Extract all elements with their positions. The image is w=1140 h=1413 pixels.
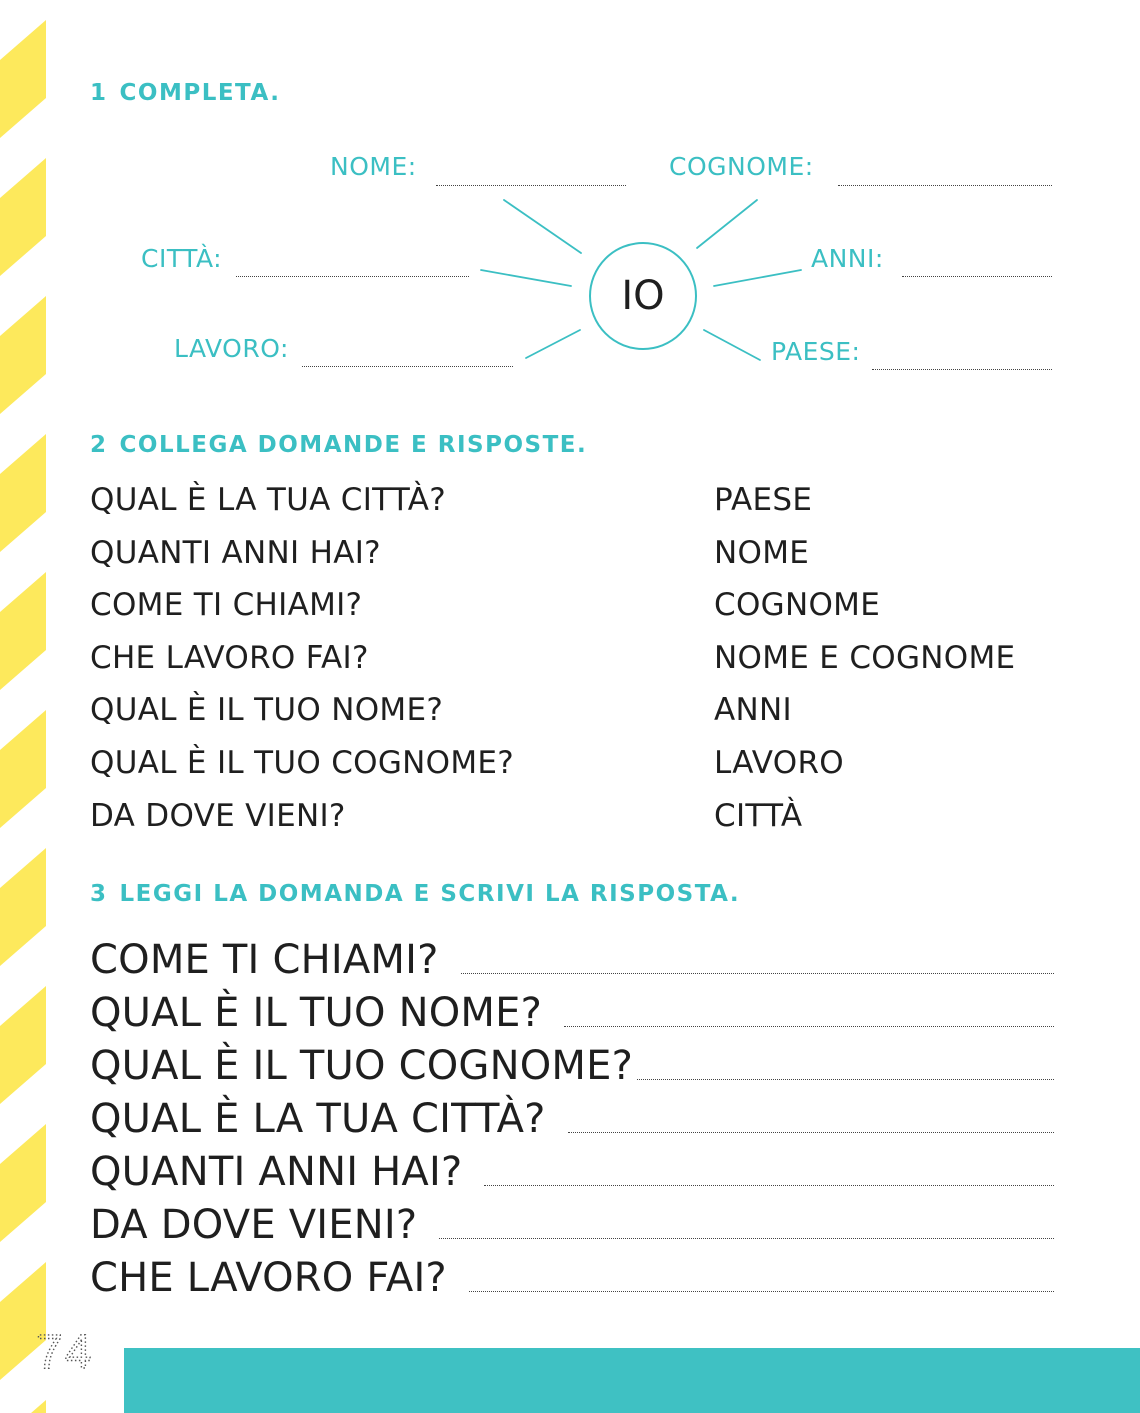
field-cognome[interactable] — [838, 185, 1052, 186]
question-item[interactable]: CHE LAVORO FAI? — [90, 639, 369, 676]
question-item[interactable]: QUAL È LA TUA CITTÀ? — [90, 482, 446, 518]
field-lavoro[interactable] — [302, 366, 513, 367]
ray-nome — [504, 200, 581, 253]
qa-row — [90, 929, 1054, 982]
question-item[interactable]: QUANTI ANNI HAI? — [90, 534, 381, 571]
qa-question: QUAL È IL TUO COGNOME? — [90, 1043, 634, 1089]
ray-citta — [481, 270, 571, 286]
label-anni: ANNI: — [811, 244, 884, 273]
answer-line[interactable] — [568, 1132, 1054, 1133]
field-anni[interactable] — [902, 276, 1052, 277]
ray-anni — [714, 270, 801, 286]
center-circle-io: IO — [589, 242, 697, 350]
answer-item[interactable]: NOME E COGNOME — [714, 639, 1016, 676]
answer-line[interactable] — [484, 1185, 1054, 1186]
label-cognome: COGNOME: — [669, 152, 814, 181]
qa-question: COME TI CHIAMI? — [90, 937, 439, 983]
question-item[interactable]: QUAL È IL TUO NOME? — [90, 692, 444, 729]
field-citta[interactable] — [236, 276, 469, 277]
field-paese[interactable] — [872, 369, 1052, 370]
answer-line[interactable] — [469, 1291, 1054, 1292]
answer-item[interactable]: COGNOME — [714, 587, 881, 624]
answer-item[interactable]: CITTÀ — [714, 797, 803, 834]
exercise-1-title: COMPLETA. — [119, 80, 281, 106]
question-item[interactable]: DA DOVE VIENI? — [90, 797, 346, 834]
qa-row — [90, 1035, 1054, 1088]
answer-item[interactable]: NOME — [714, 534, 810, 571]
qa-row — [90, 1247, 1054, 1300]
page-number — [36, 1328, 96, 1374]
answer-line[interactable] — [439, 1238, 1054, 1239]
label-paese: PAESE: — [771, 337, 861, 366]
exercise-2-heading — [90, 432, 587, 458]
question-item[interactable]: QUAL È IL TUO COGNOME? — [90, 744, 515, 781]
exercise-3-number: 3 — [90, 881, 108, 907]
page-number-text: 74 — [36, 1328, 94, 1374]
exercise-3-title: LEGGI LA DOMANDA E SCRIVI LA RISPOSTA. — [119, 881, 741, 907]
qa-row — [90, 982, 1054, 1035]
label-citta: CITTÀ: — [141, 244, 223, 273]
exercise-3-heading — [90, 881, 740, 907]
answer-line[interactable] — [637, 1079, 1054, 1080]
qa-question: CHE LAVORO FAI? — [90, 1255, 447, 1301]
answer-item[interactable]: PAESE — [714, 482, 813, 518]
answer-line[interactable] — [461, 973, 1054, 974]
mind-map-rays — [0, 0, 1140, 420]
qa-question: QUANTI ANNI HAI? — [90, 1149, 463, 1195]
qa-question: DA DOVE VIENI? — [90, 1202, 418, 1248]
label-nome: NOME: — [330, 152, 417, 181]
answer-item[interactable]: LAVORO — [714, 744, 845, 781]
label-lavoro: LAVORO: — [174, 334, 289, 363]
ray-cognome — [697, 200, 757, 248]
question-list — [90, 482, 514, 850]
field-nome[interactable] — [436, 185, 626, 186]
ray-paese — [704, 330, 760, 360]
answer-line[interactable] — [564, 1026, 1054, 1027]
answer-item[interactable]: ANNI — [714, 692, 792, 729]
ray-lavoro — [526, 330, 580, 358]
qa-row — [90, 1141, 1054, 1194]
answer-list — [714, 482, 1015, 850]
qa-question: QUAL È IL TUO NOME? — [90, 990, 543, 1036]
footer-bar — [124, 1348, 1140, 1413]
qa-question: QUAL È LA TUA CITTÀ? — [90, 1096, 546, 1142]
exercise-2-number: 2 — [90, 432, 108, 458]
qa-row — [90, 1194, 1054, 1247]
exercise-1-number: 1 — [90, 80, 108, 106]
qa-row — [90, 1088, 1054, 1141]
question-item[interactable]: COME TI CHIAMI? — [90, 587, 363, 624]
exercise-2-title: COLLEGA DOMANDE E RISPOSTE. — [119, 432, 588, 458]
